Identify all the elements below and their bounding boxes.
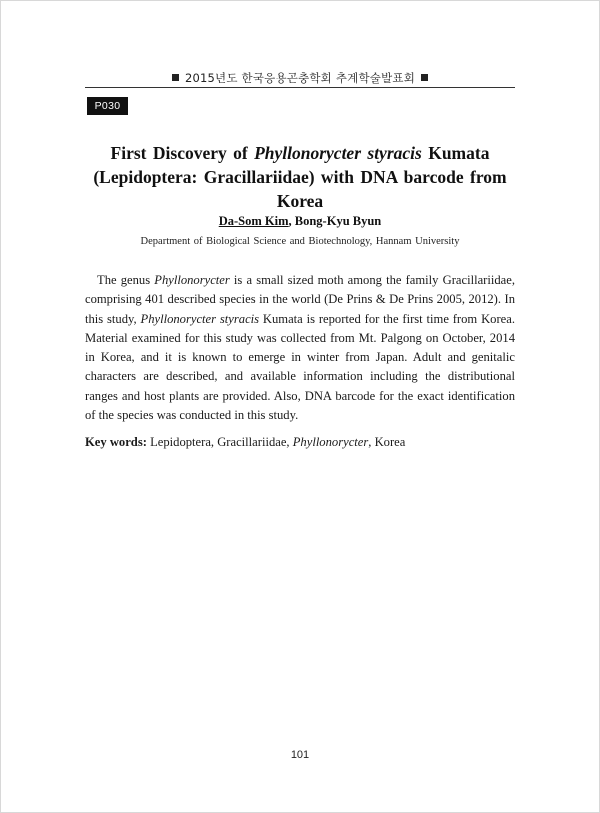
square-bullet-icon: [421, 74, 428, 81]
square-bullet-icon: [172, 74, 179, 81]
title-species: Phyllonorycter styracis: [254, 143, 422, 163]
title-line-2: (Lepidoptera: Gracillariidae) with DNA barcode from Korea: [93, 167, 507, 211]
species-name: Phyllonorycter styracis: [140, 311, 260, 326]
abstract-paragraph: The genus Phyllonorycter is a small sized moth among the family Gracillariidae, comprising 401 described species in the world (De Prins & De Prins 2005, 2012). In this study, Phyllonorycter styracis Kumata is reported for the first time from Korea. Material examined for this study was collected from Mt. Palgong on October, 2014 in Korea, and it is known to emerge in winter from Japan. Adult and genitalic characters are described, and available information including the distributional ranges and host plants are provided. Also, DNA barcode for the exact identification of the species was conducted in this study.: [85, 273, 515, 423]
author-list: Da-Som Kim, Bong-Kyu Byun: [218, 214, 382, 228]
header-rule: [85, 87, 515, 88]
conference-title: 2015년도 한국응용곤충학회 추계학술발표회: [184, 71, 416, 85]
poster-id-badge: P030: [87, 97, 128, 115]
keywords-line: Key words: Lepidoptera, Gracillariidae, Phyllonorycter, Korea: [85, 435, 406, 449]
paper-title: [85, 141, 515, 213]
keywords-label: Key words:: [85, 435, 147, 449]
title-line-1: First Discovery of Phyllonorycter styracis Kumata: [110, 143, 490, 163]
presenting-author: Da-Som Kim: [218, 214, 289, 228]
conference-header: [85, 70, 515, 86]
co-author: Bong-Kyu Byun: [294, 214, 382, 228]
affiliation: Department of Biological Science and Biotechnology, Hannam University: [140, 236, 460, 247]
page-number: 101: [290, 749, 310, 761]
genus-name: Phyllonorycter: [154, 273, 230, 287]
